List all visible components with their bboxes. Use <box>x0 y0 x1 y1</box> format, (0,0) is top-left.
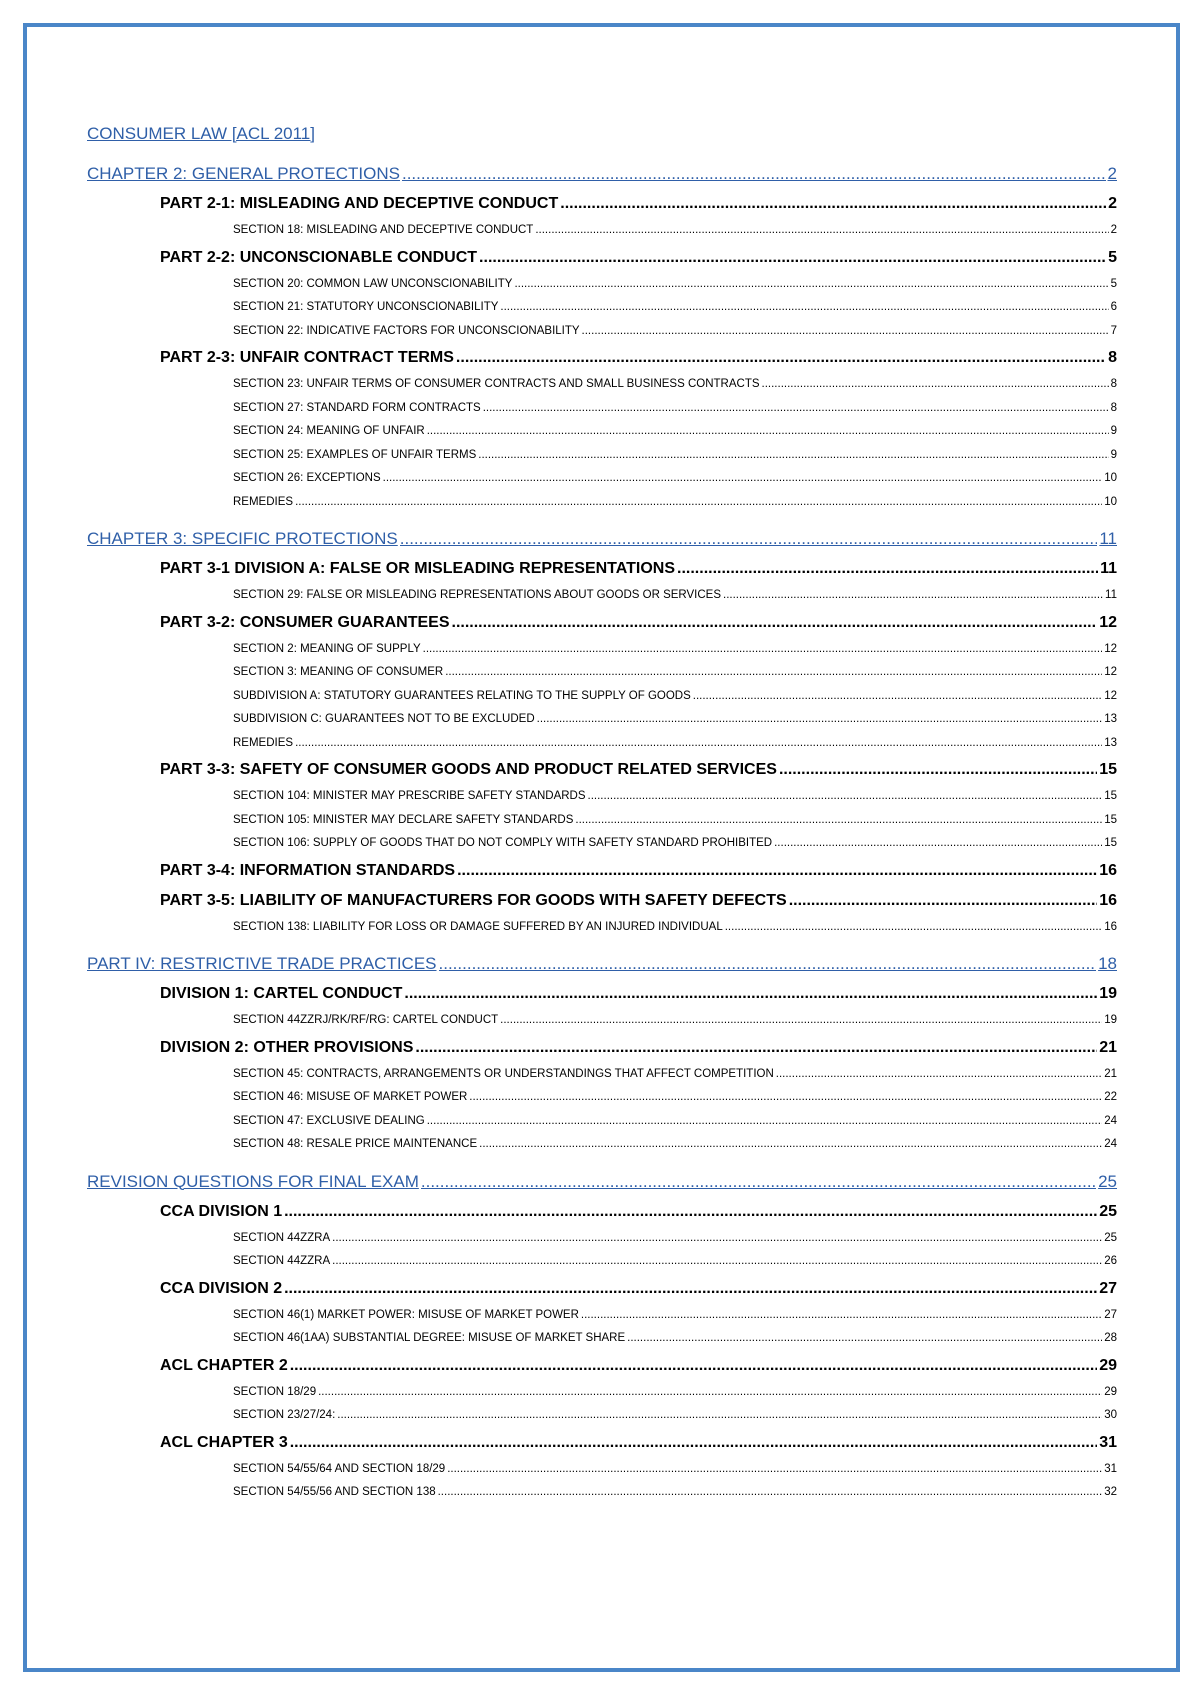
toc-chapter-entry[interactable] <box>87 949 1117 979</box>
toc-part-entry[interactable] <box>87 1033 1117 1063</box>
toc-entry-label: SECTION 18/29 <box>233 1385 317 1398</box>
toc-section-entry[interactable] <box>87 397 1117 421</box>
toc-entry-label: REMEDIES <box>233 495 294 508</box>
dot-leader <box>588 785 1103 809</box>
toc-entry-label: PART 2-1: MISLEADING AND DECEPTIVE CONDUCT <box>160 195 559 212</box>
toc-section-entry[interactable] <box>87 373 1117 397</box>
dot-leader <box>627 1327 1102 1351</box>
toc-page-number: 26 <box>1104 1255 1117 1267</box>
dot-leader <box>723 584 1103 608</box>
toc-entries <box>87 159 1117 1505</box>
toc-entry-label: SECTION 26: EXCEPTIONS <box>233 472 381 484</box>
toc-entry-label: PART IV: RESTRICTIVE TRADE PRACTICES <box>87 954 437 973</box>
dot-leader <box>438 1481 1103 1505</box>
toc-entry-label: SECTION 105: MINISTER MAY DECLARE SAFETY STANDARDS <box>233 813 574 826</box>
toc-page-number: 19 <box>1099 985 1117 1002</box>
toc-entry-label: CCA DIVISION 1 <box>160 1202 283 1220</box>
toc-entry-label: SECTION 48: RESALE PRICE MAINTENANCE <box>233 1138 478 1150</box>
toc-chapter-entry[interactable] <box>87 524 1117 554</box>
toc-entry-label: CHAPTER 2: GENERAL PROTECTIONS <box>87 164 400 183</box>
toc-section-entry[interactable] <box>87 1009 1117 1033</box>
toc-page-number: 11 <box>1100 560 1117 577</box>
dot-leader <box>445 661 1102 685</box>
toc-section-entry[interactable] <box>87 1304 1117 1328</box>
dot-leader <box>479 243 1106 273</box>
toc-page-number: 15 <box>1104 837 1117 849</box>
dot-leader <box>500 296 1108 320</box>
toc-part-entry[interactable] <box>87 343 1117 373</box>
toc-page-number: 31 <box>1099 1433 1117 1451</box>
dot-leader <box>774 832 1102 856</box>
dot-leader <box>789 886 1098 916</box>
toc-entry-label: SECTION 46(1) MARKET POWER: MISUSE OF MARKET POWER <box>233 1308 579 1321</box>
toc-entry-label: PART 2-2: UNCONSCIONABLE CONDUCT <box>160 248 478 266</box>
dot-leader <box>318 1381 1102 1405</box>
toc-page-number: 7 <box>1110 324 1117 337</box>
dot-leader <box>427 420 1109 444</box>
dot-leader <box>456 343 1106 373</box>
toc-section-entry[interactable] <box>87 320 1117 344</box>
toc-part-entry[interactable] <box>87 243 1117 273</box>
toc-part-entry[interactable] <box>87 608 1117 638</box>
toc-section-entry[interactable] <box>87 273 1117 297</box>
toc-section-entry[interactable] <box>87 832 1117 856</box>
toc-part-entry[interactable] <box>87 979 1117 1009</box>
toc-page-number: 22 <box>1104 1091 1117 1103</box>
dot-leader <box>725 916 1102 940</box>
toc-section-entry[interactable] <box>87 1327 1117 1351</box>
toc-page-number: 8 <box>1110 378 1117 390</box>
toc-page-number: 12 <box>1099 613 1117 631</box>
toc-entry-label: PART 3-2: CONSUMER GUARANTEES <box>160 613 450 631</box>
dot-leader <box>535 219 1108 243</box>
toc-entry-label: DIVISION 2: OTHER PROVISIONS <box>160 1038 414 1056</box>
toc-chapter-entry[interactable] <box>87 1167 1117 1197</box>
toc-section-entry[interactable] <box>87 732 1117 756</box>
dot-leader <box>284 1197 1097 1227</box>
dot-leader <box>332 1227 1102 1251</box>
dot-leader <box>295 491 1102 515</box>
dot-leader <box>290 1428 1097 1458</box>
toc-page-number: 27 <box>1104 1308 1117 1321</box>
toc-page-number: 31 <box>1104 1462 1117 1475</box>
toc-entry-label: ACL CHAPTER 2 <box>160 1356 288 1374</box>
toc-entry-label: SECTION 22: INDICATIVE FACTORS FOR UNCONSCIONABILITY <box>233 324 580 337</box>
toc-page-number: 9 <box>1110 425 1117 437</box>
toc-page-number: 29 <box>1104 1385 1117 1398</box>
toc-entry-label: SECTION 24: MEANING OF UNFAIR <box>233 425 425 437</box>
toc-page-number: 10 <box>1104 472 1117 484</box>
toc-section-entry[interactable] <box>87 661 1117 685</box>
toc-page-number: 13 <box>1104 736 1117 749</box>
toc-page-number: 10 <box>1104 495 1117 508</box>
dot-leader <box>693 685 1102 709</box>
toc-entry-label: SECTION 46: MISUSE OF MARKET POWER <box>233 1091 468 1103</box>
toc-entry-label: SECTION 138: LIABILITY FOR LOSS OR DAMAGE SUFFERED BY AN INJURED INDIVIDUAL <box>233 920 723 933</box>
toc-entry-label: SECTION 18: MISLEADING AND DECEPTIVE CONDUCT <box>233 224 534 236</box>
toc-page-number: 2 <box>1110 224 1117 236</box>
toc-entry-label: SECTION 106: SUPPLY OF GOODS THAT DO NOT COMPLY WITH SAFETY STANDARD PROHIBITED <box>233 837 773 849</box>
toc-entry-label: SUBDIVISION C: GUARANTEES NOT TO BE EXCLUDED <box>233 713 535 725</box>
toc-page-number: 12 <box>1104 666 1117 678</box>
toc-page-number: 25 <box>1104 1231 1117 1244</box>
toc-entry-label: SECTION 29: FALSE OR MISLEADING REPRESENTATIONS ABOUT GOODS OR SERVICES <box>233 589 722 601</box>
dot-leader <box>581 1304 1102 1328</box>
toc-section-entry[interactable] <box>87 1110 1117 1134</box>
dot-leader <box>469 1086 1102 1110</box>
toc-page-number: 27 <box>1099 1279 1117 1297</box>
dot-leader <box>457 856 1097 886</box>
chapter-gap <box>87 1157 1117 1167</box>
dot-leader <box>582 320 1109 344</box>
toc-part-entry[interactable] <box>87 755 1117 785</box>
toc-page-number: 21 <box>1099 1038 1117 1056</box>
dot-leader <box>383 467 1103 491</box>
toc-page-number: 8 <box>1108 349 1117 366</box>
dot-leader <box>337 1404 1102 1428</box>
toc-section-entry[interactable] <box>87 1481 1117 1505</box>
dot-leader <box>423 638 1103 662</box>
dot-leader <box>402 159 1106 189</box>
document-title[interactable]: CONSUMER LAW [ACL 2011] <box>87 124 315 143</box>
toc-section-entry[interactable] <box>87 1404 1117 1428</box>
toc-page-number: 29 <box>1099 1356 1117 1374</box>
toc-entry-label: DIVISION 1: CARTEL CONDUCT <box>160 985 403 1002</box>
toc-page-number: 30 <box>1104 1409 1117 1421</box>
toc-section-entry[interactable] <box>87 1381 1117 1405</box>
dot-leader <box>575 809 1102 833</box>
toc-page-number: 16 <box>1099 861 1117 879</box>
toc-entry-label: SECTION 44ZZRJ/RK/RF/RG: CARTEL CONDUCT <box>233 1014 499 1026</box>
toc-entry-label: REVISION QUESTIONS FOR FINAL EXAM <box>87 1171 419 1191</box>
toc-entry-label: PART 3-5: LIABILITY OF MANUFACTURERS FOR GOODS WITH SAFETY DEFECTS <box>160 891 787 909</box>
toc-part-entry[interactable] <box>87 189 1117 219</box>
toc-page-number: 5 <box>1110 277 1117 290</box>
toc-section-entry[interactable] <box>87 785 1117 809</box>
dot-leader <box>439 949 1097 979</box>
dot-leader <box>779 755 1097 785</box>
dot-leader <box>447 1458 1102 1482</box>
toc-section-entry[interactable] <box>87 219 1117 243</box>
toc-entry-label: SECTION 104: MINISTER MAY PRESCRIBE SAFETY STANDARDS <box>233 790 586 802</box>
toc-page-number: 9 <box>1110 448 1117 461</box>
dot-leader <box>478 444 1108 468</box>
toc-section-entry[interactable] <box>87 1133 1117 1157</box>
dot-leader <box>400 524 1098 554</box>
toc-entry-label: ACL CHAPTER 3 <box>160 1433 288 1451</box>
toc-section-entry[interactable] <box>87 296 1117 320</box>
toc-entry-label: PART 3-3: SAFETY OF CONSUMER GOODS AND PRODUCT RELATED SERVICES <box>160 761 777 778</box>
dot-leader <box>537 708 1103 732</box>
toc-entry-label: SECTION 23/27/24: <box>233 1409 336 1421</box>
toc-section-entry[interactable] <box>87 685 1117 709</box>
toc-entry-label: PART 2-3: UNFAIR CONTRACT TERMS <box>160 349 454 366</box>
dot-leader <box>290 1351 1097 1381</box>
toc-entry-label: PART 3-4: INFORMATION STANDARDS <box>160 861 456 879</box>
toc-page-number: 24 <box>1104 1138 1117 1150</box>
dot-leader <box>427 1110 1102 1134</box>
toc-page-number: 16 <box>1099 891 1117 909</box>
toc-section-entry[interactable] <box>87 809 1117 833</box>
toc-part-entry[interactable] <box>87 856 1117 886</box>
dot-leader <box>295 732 1102 756</box>
toc-page-number: 19 <box>1104 1014 1117 1026</box>
toc-section-entry[interactable] <box>87 444 1117 468</box>
toc-page-number: 12 <box>1104 689 1117 702</box>
toc-entry-label: SECTION 23: UNFAIR TERMS OF CONSUMER CONTRACTS AND SMALL BUSINESS CONTRACTS <box>233 378 760 390</box>
toc-entry-label: SECTION 44ZZRA <box>233 1231 331 1244</box>
dot-leader <box>452 608 1098 638</box>
toc-entry-label: SUBDIVISION A: STATUTORY GUARANTEES RELATING TO THE SUPPLY OF GOODS <box>233 689 691 702</box>
dot-leader <box>560 189 1106 219</box>
toc-page-number: 2 <box>1108 195 1117 212</box>
toc-entry-label: SECTION 44ZZRA <box>233 1255 331 1267</box>
toc-page-number: 12 <box>1104 642 1117 655</box>
toc-section-entry[interactable] <box>87 1227 1117 1251</box>
toc-section-entry[interactable] <box>87 491 1117 515</box>
toc-entry-label: SECTION 25: EXAMPLES OF UNFAIR TERMS <box>233 448 477 461</box>
toc-section-entry[interactable] <box>87 708 1117 732</box>
dot-leader <box>479 1133 1102 1157</box>
toc-page-number: 21 <box>1104 1067 1117 1080</box>
chapter-gap <box>87 514 1117 524</box>
toc-page-number: 5 <box>1108 248 1117 266</box>
toc-section-entry[interactable] <box>87 638 1117 662</box>
toc-section-entry[interactable] <box>87 467 1117 491</box>
toc-entry-label: SECTION 3: MEANING OF CONSUMER <box>233 666 444 678</box>
toc-section-entry[interactable] <box>87 1458 1117 1482</box>
toc-part-entry[interactable] <box>87 1274 1117 1304</box>
toc-section-entry[interactable] <box>87 584 1117 608</box>
toc-entry-label: SECTION 46(1AA) SUBSTANTIAL DEGREE: MISUSE OF MARKET SHARE <box>233 1332 626 1344</box>
chapter-gap <box>87 939 1117 949</box>
dot-leader <box>762 373 1109 397</box>
toc-page-number: 15 <box>1104 790 1117 802</box>
toc-page-number: 32 <box>1104 1486 1117 1498</box>
toc-page-number: 15 <box>1104 813 1117 826</box>
toc-page-number: 8 <box>1110 401 1117 414</box>
toc-part-entry[interactable] <box>87 1197 1117 1227</box>
toc-entry-label: SECTION 54/55/64 AND SECTION 18/29 <box>233 1462 446 1475</box>
toc-section-entry[interactable] <box>87 1063 1117 1087</box>
toc-section-entry[interactable] <box>87 1250 1117 1274</box>
toc-part-entry[interactable] <box>87 1351 1117 1381</box>
toc-page-number: 18 <box>1098 954 1117 973</box>
toc-entry-label: SECTION 45: CONTRACTS, ARRANGEMENTS OR UNDERSTANDINGS THAT AFFECT COMPETITION <box>233 1067 774 1080</box>
toc-entry-label: CHAPTER 3: SPECIFIC PROTECTIONS <box>87 529 398 548</box>
toc-entry-label: CCA DIVISION 2 <box>160 1279 283 1297</box>
toc-section-entry[interactable] <box>87 1086 1117 1110</box>
toc-entry-label: PART 3-1 DIVISION A: FALSE OR MISLEADING REPRESENTATIONS <box>160 560 676 577</box>
dot-leader <box>500 1009 1102 1033</box>
toc-page-number: 25 <box>1098 1171 1117 1191</box>
dot-leader <box>404 979 1097 1009</box>
dot-leader <box>332 1250 1102 1274</box>
toc-page-number: 28 <box>1104 1332 1117 1344</box>
toc-chapter-entry[interactable] <box>87 159 1117 189</box>
toc-entry-label: SECTION 54/55/56 AND SECTION 138 <box>233 1486 436 1498</box>
toc-entry-label: REMEDIES <box>233 736 294 749</box>
dot-leader <box>483 397 1109 421</box>
toc-page-number: 11 <box>1099 529 1117 548</box>
toc-section-entry[interactable] <box>87 916 1117 940</box>
toc-page-number: 16 <box>1104 920 1117 933</box>
dot-leader <box>415 1033 1097 1063</box>
toc-entry-label: SECTION 20: COMMON LAW UNCONSCIONABILITY <box>233 277 513 290</box>
table-of-contents <box>87 123 1117 1505</box>
dot-leader <box>284 1274 1097 1304</box>
dot-leader <box>421 1167 1096 1197</box>
toc-part-entry[interactable] <box>87 554 1117 584</box>
toc-page-number: 15 <box>1099 761 1117 778</box>
dot-leader <box>677 554 1098 584</box>
toc-page-number: 11 <box>1105 589 1117 601</box>
toc-entry-label: SECTION 2: MEANING OF SUPPLY <box>233 642 421 655</box>
toc-section-entry[interactable] <box>87 420 1117 444</box>
toc-part-entry[interactable] <box>87 1428 1117 1458</box>
toc-page-number: 24 <box>1104 1114 1117 1127</box>
toc-page-number: 6 <box>1110 301 1117 313</box>
toc-entry-label: SECTION 21: STATUTORY UNCONSCIONABILITY <box>233 301 499 313</box>
toc-part-entry[interactable] <box>87 886 1117 916</box>
toc-page-number: 13 <box>1104 713 1117 725</box>
toc-page-number: 25 <box>1099 1202 1117 1220</box>
toc-page-number: 2 <box>1107 164 1117 183</box>
toc-entry-label: SECTION 27: STANDARD FORM CONTRACTS <box>233 401 481 414</box>
dot-leader <box>776 1063 1102 1087</box>
toc-entry-label: SECTION 47: EXCLUSIVE DEALING <box>233 1114 425 1127</box>
dot-leader <box>514 273 1108 297</box>
